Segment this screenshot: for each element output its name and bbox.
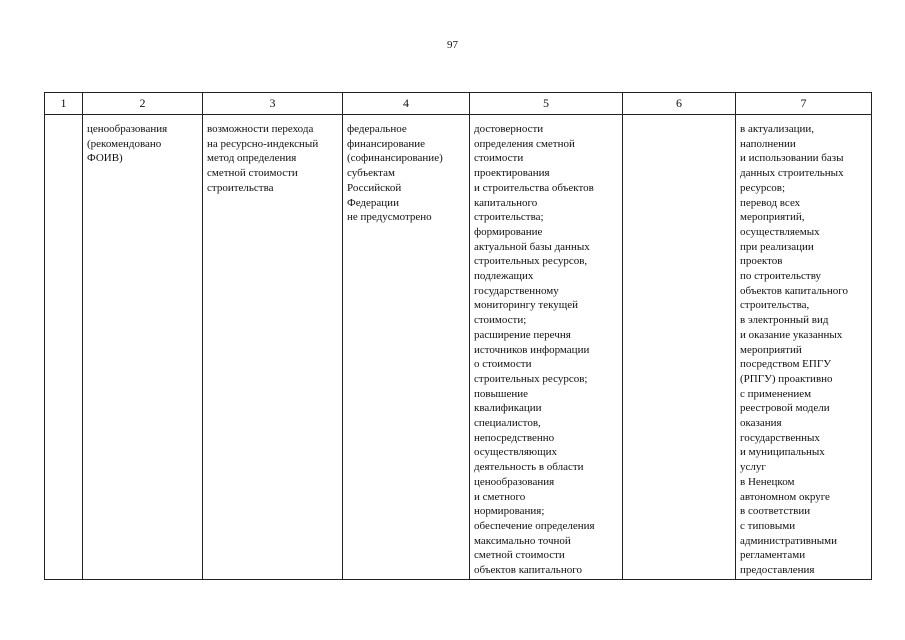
- cell-text-line: строительных ресурсов;: [474, 372, 588, 385]
- cell-text-line: и строительства объектов: [474, 181, 594, 194]
- cell-col-7: [736, 115, 872, 580]
- cell-text-line: формирование: [474, 225, 543, 238]
- cell-text-line: осуществляемых: [740, 225, 820, 238]
- cell-text-line: ресурсов;: [740, 181, 786, 194]
- cell-col-2: [83, 115, 203, 580]
- page-number: 97: [447, 39, 458, 51]
- header-row: [45, 93, 872, 115]
- cell-text-line: мониторингу текущей: [474, 299, 579, 312]
- cell-col-4: [343, 115, 470, 580]
- cell-text-line: административными: [740, 534, 838, 547]
- cell-text-line: предоставления: [740, 564, 815, 577]
- cell-text-line: максимально точной: [474, 534, 571, 547]
- cell-text-line: источников информации: [474, 343, 590, 356]
- cell-text-line: строительных ресурсов,: [474, 255, 588, 268]
- cell-text-line: подлежащих: [474, 270, 534, 283]
- table-row: [45, 115, 872, 580]
- cell-text-line: ценообразования: [474, 475, 555, 488]
- cell-col-5: [470, 115, 623, 580]
- cell-text-line: по строительству: [740, 270, 822, 283]
- cell-text-line: в соответствии: [740, 505, 811, 518]
- column-header-3: 3: [203, 93, 343, 115]
- cell-text-line: оказания: [740, 417, 782, 430]
- column-header-5: 5: [470, 93, 623, 115]
- cell-text-line: о стоимости: [474, 358, 532, 371]
- cell-text-line: с типовыми: [740, 519, 796, 532]
- cell-col-1: [45, 115, 83, 580]
- cell-text-line: строительства,: [740, 299, 810, 312]
- cell-text-line: стоимости: [474, 152, 524, 165]
- cell-text-line: финансирование: [347, 137, 426, 150]
- cell-text-line: в актуализации,: [740, 123, 815, 135]
- cell-text-line: услуг: [740, 461, 766, 474]
- cell-text-line: не предусмотрено: [347, 211, 432, 224]
- cell-text-line: достоверности: [474, 123, 544, 135]
- cell-text-line: автономном округе: [740, 490, 830, 503]
- column-header-4: 4: [343, 93, 470, 115]
- column-header-2: 2: [83, 93, 203, 115]
- cell-text-line: на ресурсно-индексный: [207, 137, 319, 150]
- cell-text-line: (софинансирование): [347, 152, 443, 165]
- cell-text-line: метод определения: [207, 152, 297, 165]
- cell-text-line: реестровой модели: [740, 402, 830, 415]
- cell-text-line: специалистов,: [474, 417, 541, 430]
- cell-text-line: субъектам: [347, 167, 395, 180]
- cell-text-line: государственному: [474, 284, 559, 297]
- cell-text-line: мероприятий,: [740, 211, 805, 224]
- cell-text-line: перевод всех: [740, 196, 801, 209]
- cell-text-line: повышение: [474, 387, 528, 400]
- cell-text-line: расширение перечня: [474, 328, 571, 341]
- cell-text-line: сметной стоимости: [474, 549, 565, 562]
- cell-text-line: деятельность в области: [474, 461, 584, 474]
- cell-text-line: в электронный вид: [740, 314, 829, 327]
- cell-text-line: проектирования: [474, 167, 550, 180]
- cell-text-line: мероприятий: [740, 343, 802, 356]
- column-header-7: 7: [736, 93, 872, 115]
- cell-text-line: Российской: [347, 181, 402, 194]
- cell-text-line: ценообразования: [87, 123, 168, 135]
- cell-text-line: проектов: [740, 255, 783, 268]
- cell-text-line: Федерации: [347, 196, 399, 209]
- column-header-6: 6: [623, 93, 736, 115]
- document-table: [44, 92, 872, 580]
- cell-text-line: определения сметной: [474, 137, 575, 150]
- column-header-1: 1: [45, 93, 83, 115]
- cell-col-6: [623, 115, 736, 580]
- cell-col-3: [203, 115, 343, 580]
- cell-text-line: обеспечение определения: [474, 519, 595, 532]
- cell-text-line: квалификации: [474, 402, 542, 415]
- cell-text-line: (рекомендовано: [87, 137, 162, 150]
- cell-text-line: осуществляющих: [474, 446, 557, 459]
- cell-text-line: федеральное: [347, 123, 407, 135]
- cell-text-line: и муниципальных: [740, 446, 825, 459]
- cell-text-line: сметной стоимости: [207, 167, 298, 180]
- cell-text-line: регламентами: [740, 549, 806, 562]
- cell-text-line: возможности перехода: [207, 123, 314, 135]
- cell-text-line: актуальной базы данных: [474, 240, 590, 253]
- cell-text-line: ФОИВ): [87, 152, 123, 165]
- cell-text-line: капитального: [474, 196, 538, 209]
- cell-text-line: и оказание указанных: [740, 328, 843, 341]
- cell-text-line: стоимости;: [474, 314, 527, 327]
- cell-text-line: и сметного: [474, 490, 526, 503]
- cell-text-line: и использовании базы: [740, 152, 844, 165]
- cell-text-line: в Ненецком: [740, 475, 795, 488]
- cell-text-line: строительства;: [474, 211, 544, 224]
- cell-text-line: строительства: [207, 181, 274, 194]
- cell-text-line: с применением: [740, 387, 812, 400]
- cell-text-line: нормирования;: [474, 505, 545, 518]
- cell-text-line: посредством ЕПГУ: [740, 358, 831, 371]
- cell-text-line: (РПГУ) проактивно: [740, 372, 833, 385]
- cell-text-line: данных строительных: [740, 167, 844, 180]
- cell-text-line: непосредственно: [474, 431, 555, 444]
- cell-text-line: при реализации: [740, 240, 814, 253]
- cell-text-line: наполнении: [740, 137, 796, 150]
- cell-text-line: объектов капитального: [474, 564, 582, 577]
- cell-text-line: государственных: [740, 431, 820, 444]
- cell-text-line: объектов капитального: [740, 284, 848, 297]
